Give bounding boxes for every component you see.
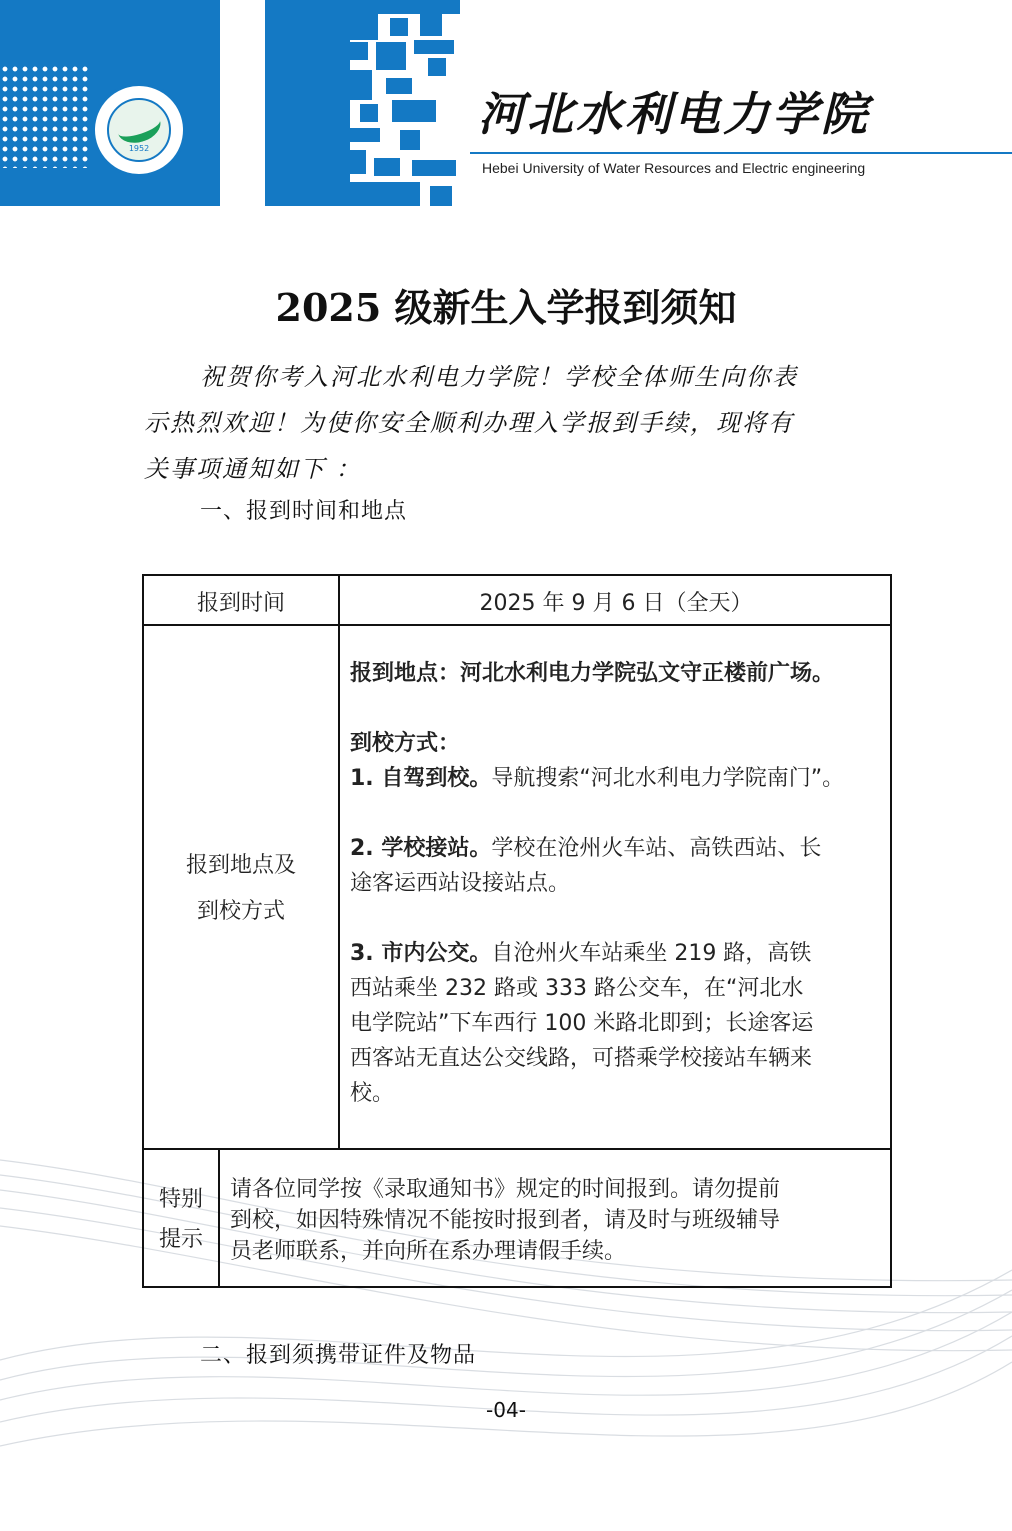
mid-blue-panel (265, 0, 350, 206)
intro-paragraph (144, 354, 892, 492)
page-title: 2025 级新生入学报到须知 (275, 285, 737, 330)
mosaic-square (414, 40, 454, 54)
logo-year: 1952 (128, 144, 150, 153)
transport-item-3 (350, 936, 882, 971)
note-line: 到校，如因特殊情况不能按时报到者，请及时与班级辅导 (230, 1208, 781, 1233)
mosaic-square (390, 18, 408, 36)
mosaic-square (428, 58, 446, 76)
section-heading-time-location: 一、报到时间和地点 (200, 499, 408, 524)
note-line: 员老师联系，并向所在系办理请假手续。 (230, 1239, 627, 1264)
mosaic-square (430, 186, 452, 206)
location-label-line: 到校方式 (196, 899, 285, 924)
location-label-line: 报到地点及 (185, 853, 296, 878)
mosaic-square (400, 130, 420, 150)
mosaic-square (350, 42, 368, 60)
item-text: 导航搜索“河北水利电力学院南门”。 (491, 766, 845, 791)
note-line: 请各位同学按《录取通知书》规定的时间报到。请勿提前 (230, 1177, 781, 1202)
transport-item-2 (350, 831, 882, 866)
mosaic-square (350, 0, 405, 14)
item-text: 学校在沧州火车站、高铁西站、长 (491, 836, 822, 861)
registration-info-table (142, 574, 892, 1288)
mosaic-square (374, 158, 400, 176)
location-content-cell (350, 656, 882, 1111)
mosaic-square (405, 0, 460, 14)
university-name-cn: 河北水利电力学院 (478, 87, 870, 141)
location-line: 报到地点：河北水利电力学院弘文守正楼前广场。 (350, 661, 835, 686)
logo-emblem (107, 98, 171, 162)
mosaic-square (420, 14, 442, 36)
dot-pattern (0, 64, 92, 168)
mosaic-square (350, 14, 378, 40)
section-heading-documents: 二、报到须携带证件及物品 (200, 1343, 477, 1368)
note-label-cell (144, 1152, 218, 1288)
intro-line: 祝贺你考入河北水利电力学院！学校全体师生向你表 (200, 363, 798, 391)
university-name-en: Hebei University of Water Resources and Electric engineering (482, 160, 866, 176)
mosaic-square (376, 42, 406, 70)
note-label-line: 特别 (158, 1187, 203, 1212)
item-text: 电学院站”下车西行 100 米路北即到；长途客运 (350, 1011, 814, 1036)
mosaic-square (350, 150, 366, 174)
item-title: 2. 学校接站。 (350, 836, 492, 861)
mosaic-square (350, 70, 372, 100)
table-divider (218, 1150, 220, 1286)
item-title: 3. 市内公交。 (350, 941, 492, 966)
header-banner (0, 0, 1012, 206)
mosaic-square (360, 104, 378, 122)
transport-item-1 (350, 761, 882, 796)
time-value-cell: 2025 年 9 月 6 日（全天） (479, 590, 753, 616)
mosaic-square (350, 182, 420, 206)
university-logo (92, 83, 186, 177)
intro-line: 关事项通知如下 ： (144, 455, 362, 483)
logo-swoosh-icon (113, 106, 164, 148)
item-text: 校。 (350, 1081, 395, 1106)
note-label-line: 提示 (158, 1227, 203, 1252)
transport-heading: 到校方式： (350, 731, 461, 756)
mosaic-square (412, 160, 456, 176)
intro-line: 示热烈欢迎！为使你安全顺利办理入学报到手续，现将有 (144, 409, 794, 437)
mosaic-square (392, 100, 436, 122)
item-text: 西站乘坐 232 路或 333 路公交车，在“河北水 (350, 976, 804, 1001)
item-text: 途客运西站设接站点。 (350, 871, 571, 896)
item-title: 1. 自驾到校。 (350, 766, 492, 791)
mosaic-square (386, 78, 412, 94)
item-text: 自沧州火车站乘坐 219 路，高铁 (491, 941, 812, 966)
location-label-cell (144, 628, 338, 1150)
note-text-cell (230, 1174, 884, 1267)
mosaic-square (350, 128, 380, 142)
page-number: -04- (486, 1398, 526, 1422)
header-divider (470, 152, 1012, 154)
table-divider (338, 576, 340, 1148)
item-text: 西客站无直达公交线路，可搭乘学校接站车辆来 (350, 1046, 813, 1071)
time-label-cell: 报到时间 (196, 590, 285, 616)
